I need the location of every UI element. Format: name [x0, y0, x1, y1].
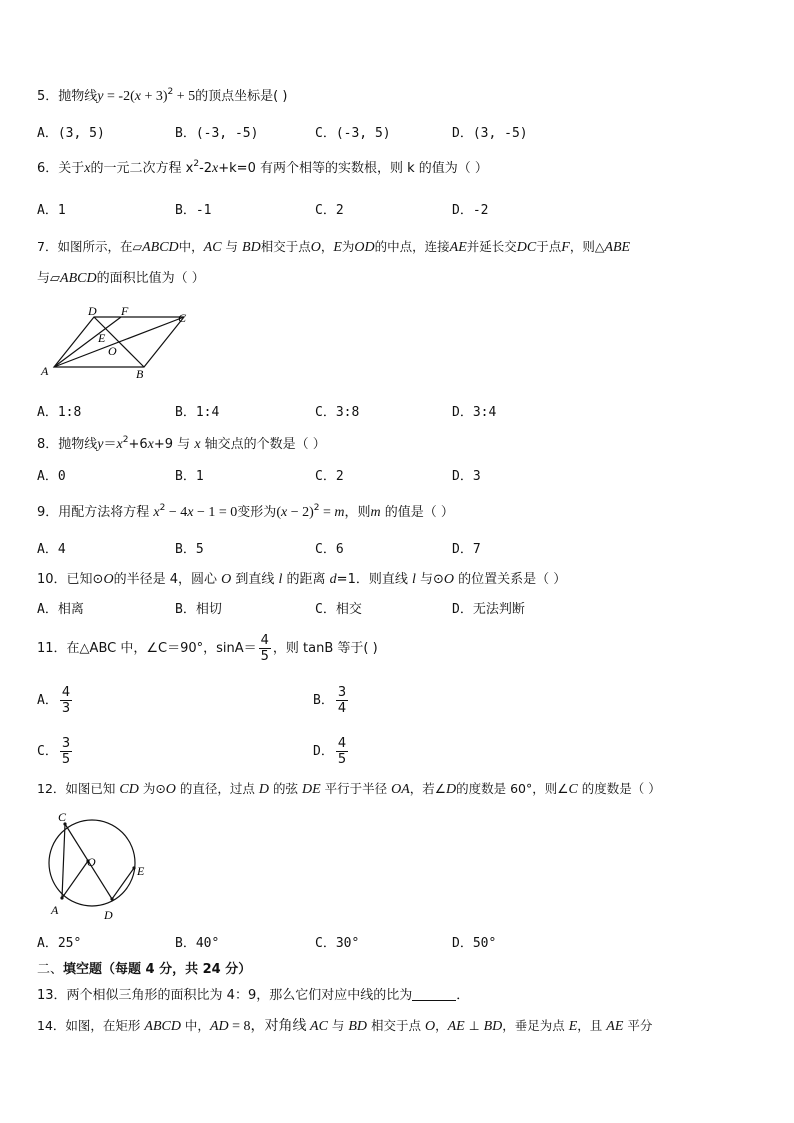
svg-text:A: A: [41, 364, 49, 378]
svg-text:F: F: [121, 304, 129, 318]
question-5-stem: [37, 88, 287, 106]
option-b: B．(-3, -5): [175, 126, 259, 141]
option-a: A．1:8: [37, 405, 82, 420]
option-d: D．(3, -5): [452, 126, 528, 141]
exponent: 2: [193, 159, 200, 169]
parallelogram-figure: [36, 300, 206, 380]
math-text: + 3): [140, 89, 168, 104]
question-6-stem: [37, 160, 488, 178]
svg-text:E: E: [98, 331, 106, 345]
option-a: A．4: [37, 542, 66, 557]
question-10-stem: 10．已知⊙O的半径是 4，圆心 O 到直线 l 的距离 d=1．则直线 l 与⊙O 的位置关系是（ ）: [37, 572, 567, 587]
option-b: B．5: [175, 542, 204, 557]
math-var: y: [97, 89, 104, 104]
svg-text:O: O: [87, 855, 96, 869]
option-d: D．3: [452, 469, 481, 484]
math-var: x: [84, 161, 91, 176]
parallelogram-symbol: ▱: [132, 239, 143, 254]
option-d: D．7: [452, 542, 481, 557]
svg-text:O: O: [108, 344, 117, 358]
option-a: A．(3, 5): [37, 126, 105, 141]
option-b: B．1: [175, 469, 204, 484]
option-d: D．-2: [452, 203, 489, 218]
math-var: x: [134, 89, 141, 104]
option-b: B．相切: [175, 602, 222, 617]
option-d: D．50°: [452, 936, 497, 951]
question-7-stem: 7．如图所示，在▱ABCD中，AC 与 BD相交于点O，E为OD的中点，连接AE并延长交DC于点F，则△ABE: [37, 239, 631, 255]
option-b: B．-1: [175, 203, 212, 218]
option-c: C．30°: [315, 936, 360, 951]
option-d: D． $\frac{4}{5}$: [313, 736, 347, 767]
svg-text:C: C: [178, 311, 187, 325]
option-b: B．1:4: [175, 405, 220, 420]
option-c: C．相交: [315, 602, 362, 617]
option-a: A．25°: [37, 936, 82, 951]
option-a: A．0: [37, 469, 66, 484]
question-11-stem: 11．在△ABC 中，∠C＝90°，sinA＝ $\frac{4}{5}$ ，则 tanB 等于( ): [37, 633, 378, 664]
fraction: $\frac{4}{5}$: [260, 633, 269, 664]
question-9-stem: 9．用配方法将方程 $x^2 - 4x - 1 = 0$变形为$(x - 2)^2 = m$，则m 的值是（ ）: [37, 503, 454, 520]
answer-blank[interactable]: [412, 988, 456, 1001]
option-c: C．2: [315, 469, 344, 484]
question-14-stem: 14．如图，在矩形 ABCD 中，AD = 8，对角线 AC 与 BD 相交于点 O，AE ⊥ BD，垂足为点 E，且 AE 平分: [37, 1018, 653, 1034]
question-number: 6．: [37, 161, 59, 176]
stem-text: -2: [199, 161, 213, 176]
question-13-stem: 13．两个相似三角形的面积比为 4：9，那么它们对应中线的比为 ．: [37, 988, 470, 1003]
option-a: A．相离: [37, 602, 84, 617]
math-text: + 5: [173, 89, 196, 104]
stem-text: 的一元二次方程 x: [90, 161, 194, 176]
stem-text: +k=0 有两个相等的实数根，则 k 的值为（ ）: [218, 161, 488, 176]
question-8-stem: 8．抛物线$y=x^2+6x+9$ 与 x 轴交点的个数是（ ）: [37, 435, 326, 452]
stem-text: 抛物线: [58, 89, 98, 104]
option-a: A． $\frac{4}{3}$: [37, 685, 71, 716]
svg-text:A: A: [51, 903, 59, 917]
option-c: C．(-3, 5): [315, 126, 391, 141]
option-a: A．1: [37, 203, 66, 218]
math-var: x: [212, 161, 219, 176]
svg-text:B: B: [136, 367, 144, 380]
option-c: C．2: [315, 203, 344, 218]
svg-text:D: D: [104, 908, 113, 922]
svg-text:E: E: [137, 864, 145, 878]
question-number: 5．: [37, 89, 59, 104]
exponent: 2: [167, 87, 174, 97]
option-c: C．3:8: [315, 405, 360, 420]
circle-figure: [36, 808, 156, 928]
question-7-stem-line2: 与▱ABCD的面积比值为（ ）: [37, 271, 205, 286]
option-c: C．6: [315, 542, 344, 557]
math-text: = -2(: [103, 89, 135, 104]
option-d: D．无法判断: [452, 602, 525, 617]
stem-text: 的顶点坐标是( ): [195, 89, 288, 104]
option-b: B． $\frac{3}{4}$: [313, 685, 347, 716]
option-c: C． $\frac{3}{5}$: [37, 736, 71, 767]
option-d: D．3:4: [452, 405, 497, 420]
stem-text: 关于: [58, 161, 85, 176]
question-12-stem: 12．如图已知 CD 为⊙O 的直径，过点 D 的弦 DE 平行于半径 OA，若∠D的度数是 60°，则∠C 的度数是（ ）: [37, 781, 661, 797]
parallelogram-symbol: ▱: [50, 271, 61, 286]
option-b: B．40°: [175, 936, 220, 951]
section-2-heading: 二、填空题（每题 4 分，共 24 分）: [37, 962, 252, 977]
svg-text:D: D: [88, 304, 97, 318]
svg-text:C: C: [58, 810, 67, 824]
